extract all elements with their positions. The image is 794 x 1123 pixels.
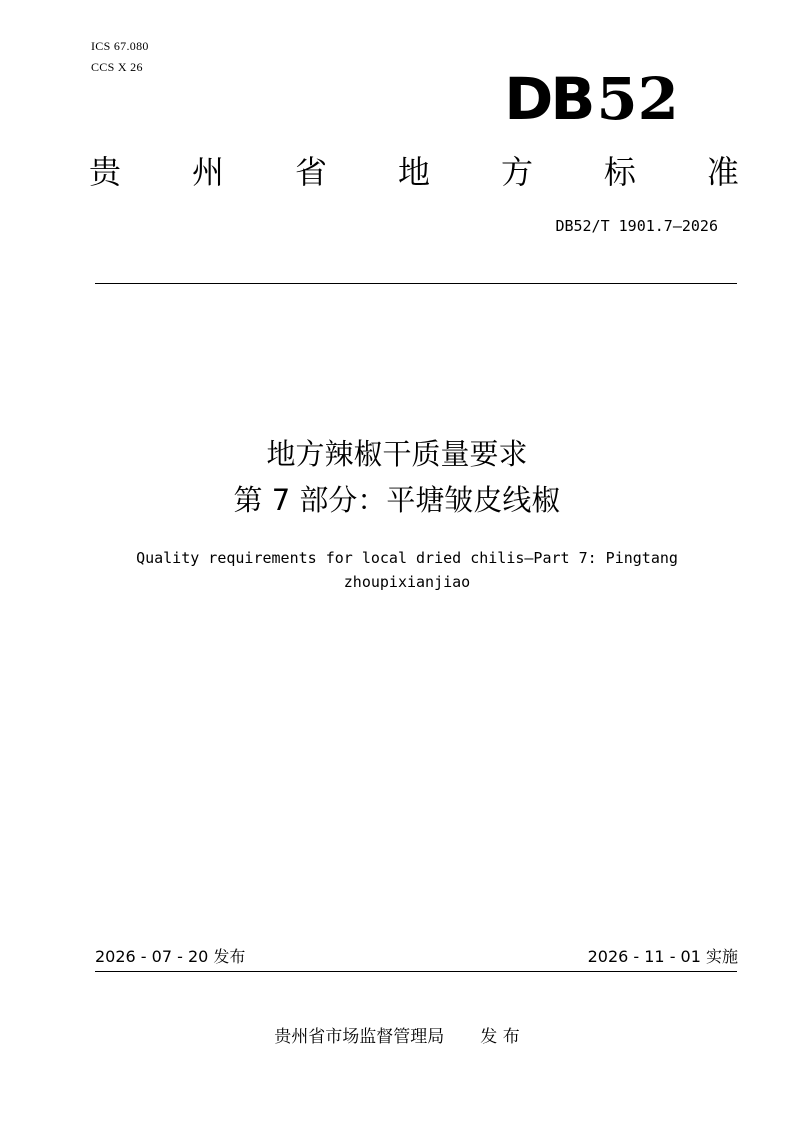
english-title-line-1: Quality requirements for local dried chilis—Part 7: Pingtang (136, 549, 678, 567)
standard-type-char: 方 (500, 153, 533, 191)
standard-type-char: 标 (603, 153, 636, 191)
issuer-line (0, 1025, 794, 1049)
implementation-date: 2026 - 11 - 01 实施 (587, 947, 738, 966)
standard-type-char: 准 (706, 153, 739, 191)
issue-date: 2026 - 07 - 20 发布 (95, 947, 246, 966)
standard-type-char: 地 (397, 153, 430, 191)
standard-type-heading (89, 150, 739, 194)
standard-type-char: 贵 (89, 153, 122, 191)
chinese-title-line-1: 地方辣椒干质量要求 (266, 437, 528, 471)
standard-number: DB52/T 1901.7—2026 (555, 217, 718, 235)
top-divider (95, 283, 737, 284)
chinese-title-line-2: 第 7 部分：平塘皱皮线椒 (233, 483, 561, 517)
standard-type-char: 州 (191, 153, 224, 191)
logo-prefix: DB (504, 65, 593, 133)
logo-number: 52 (596, 65, 679, 133)
bottom-divider (95, 971, 737, 972)
english-title-line-2: zhoupixianjiao (343, 573, 471, 591)
issuer-name: 贵州省市场监督管理局 (274, 1027, 445, 1047)
ics-code: ICS 67.080 (91, 39, 149, 53)
ccs-code: CCS X 26 (91, 60, 143, 74)
standard-type-char: 省 (294, 153, 327, 191)
db52-logo (504, 66, 678, 132)
issuer-action: 发 布 (480, 1027, 520, 1047)
